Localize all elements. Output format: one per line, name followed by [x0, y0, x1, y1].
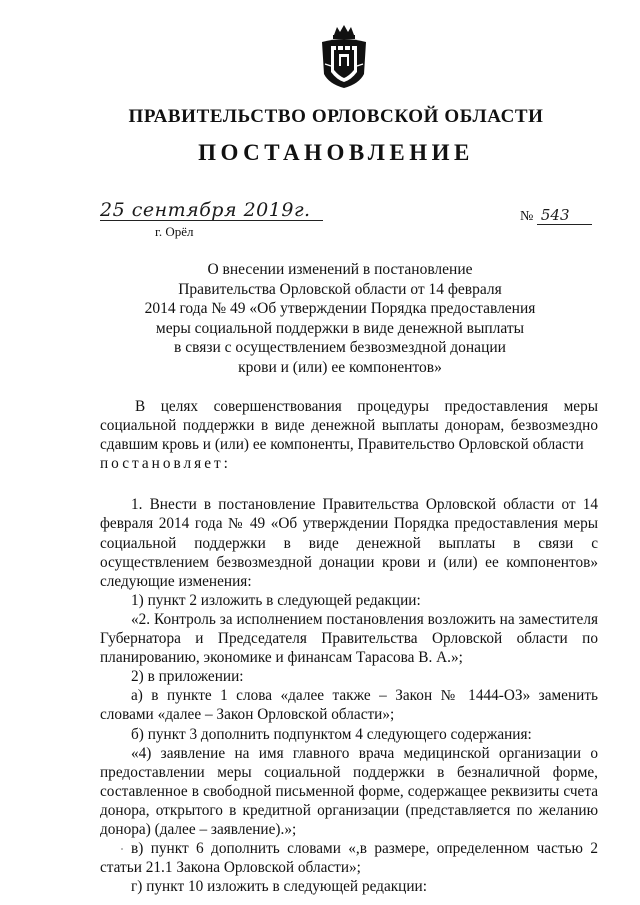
- document-title: [140, 260, 540, 378]
- subitem-b-text: «4) заявление на имя главного врача медицинской организации о предоставлении меры социальной поддержки в безналичной форме, составленное в свободной письменной форме, содержащее реквизиты счета донора, открытого в кредитной организации (представляется по желанию донора) (далее – заявление).»;: [100, 744, 598, 838]
- document-body: [100, 397, 598, 896]
- title-line: меры социальной поддержки в виде денежной выплаты: [155, 319, 525, 337]
- resolution-word: постановляет:: [100, 455, 231, 473]
- item-1-text: «2. Контроль за исполнением постановления возложить на заместителя Губернатора и Председателя Правительства Орловской области по планированию, экономике и финансам Тарасова В. А.»;: [100, 610, 598, 667]
- subitem-a: а) в пункте 1 слова «далее также – Закон № 1444-ОЗ» заменить словами «далее – Закон Орловской области»;: [100, 687, 598, 724]
- scan-speck: [121, 848, 123, 850]
- item-2: 2) в приложении:: [131, 668, 244, 686]
- document-city: г. Орёл: [155, 224, 194, 239]
- document-date: 25 сентября 2019г.: [100, 200, 323, 221]
- title-line: О внесении изменений в постановление: [207, 261, 473, 278]
- subitem-v: в) пункт 6 дополнить словами «,в размере, определенном частью 2 статьи 21.1 Закона Орловской области»;: [100, 840, 598, 877]
- subitem-b: б) пункт 3 дополнить подпунктом 4 следующего содержания:: [131, 725, 532, 743]
- title-line: 2014 года № 49 «Об утверждении Порядка предоставления: [144, 300, 536, 318]
- title-line: в связи с осуществлением безвозмездной донации: [174, 339, 506, 357]
- document-number-block: [520, 206, 592, 225]
- item-1: 1) пункт 2 изложить в следующей редакции:: [131, 591, 421, 609]
- government-name: ПРАВИТЕЛЬСТВО ОРЛОВСКОЙ ОБЛАСТИ: [128, 106, 544, 127]
- title-line: Правительства Орловской области от 14 февраля: [178, 280, 502, 298]
- document-type: ПОСТАНОВЛЕНИЕ: [198, 140, 474, 165]
- subitem-g: г) пункт 10 изложить в следующей редакции:: [131, 878, 427, 896]
- document-number: 543: [537, 206, 592, 225]
- number-label: №: [520, 209, 534, 224]
- preamble-paragraph: В целях совершенствования процедуры предоставления меры социальной поддержки в виде денежной выплаты донорам, безвозмездно сдавшим кровь и (или) ее компоненты, Правительство Орловской области: [100, 398, 598, 454]
- paragraph-1: 1. Внести в постановление Правительства Орловской области от 14 февраля 2014 года № 49 «Об утверждении Порядка предоставления меры социальной поддержки в виде денежной выплаты в связи с осуществлением безвозмездной донации крови и (или) ее компонентов» следующие изменения:: [100, 496, 598, 590]
- coat-of-arms-icon: [319, 24, 369, 90]
- title-line: крови и (или) ее компонентов»: [238, 358, 442, 376]
